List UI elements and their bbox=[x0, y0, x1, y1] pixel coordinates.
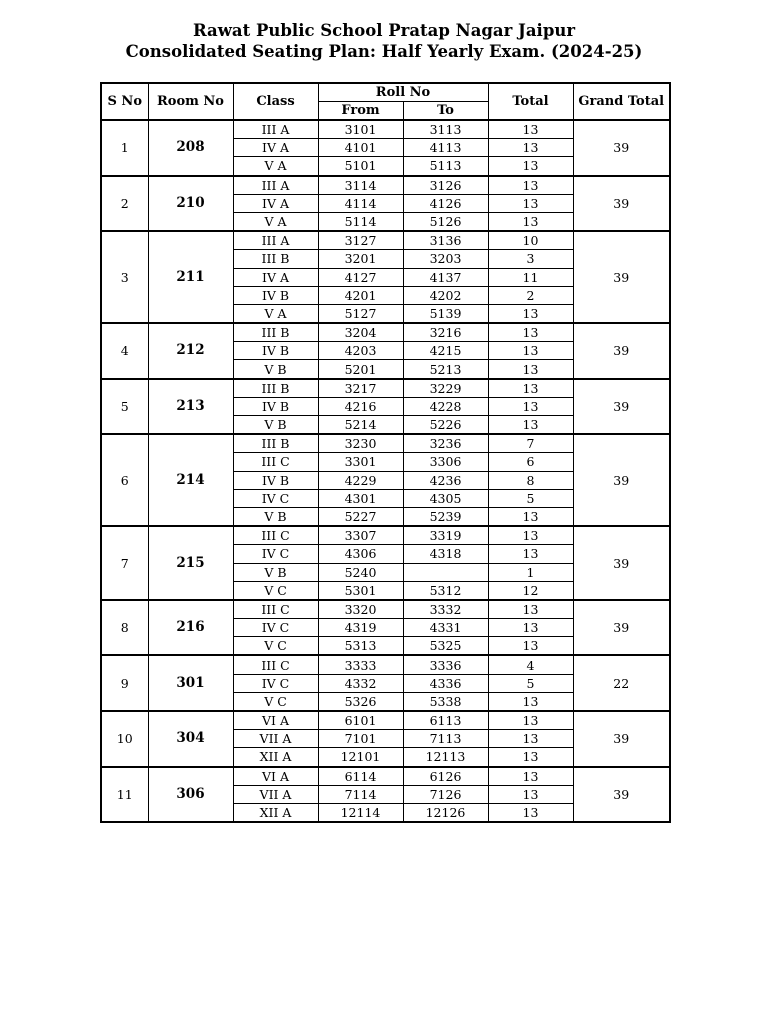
room-group bbox=[101, 711, 670, 767]
room-group bbox=[101, 379, 670, 435]
roll-from-cell: 4114 bbox=[318, 194, 403, 212]
roll-from-cell: 7101 bbox=[318, 730, 403, 748]
class-cell: VI A bbox=[233, 767, 318, 786]
sno-cell: 4 bbox=[101, 323, 148, 379]
roll-to-cell: 5239 bbox=[403, 507, 488, 526]
roll-to-cell: 3229 bbox=[403, 379, 488, 398]
grand-total-cell: 39 bbox=[573, 434, 670, 526]
class-cell: IV B bbox=[233, 342, 318, 360]
roll-from-cell: 5227 bbox=[318, 507, 403, 526]
roll-to-cell: 4228 bbox=[403, 397, 488, 415]
total-cell: 13 bbox=[488, 139, 573, 157]
roll-from-cell: 4332 bbox=[318, 674, 403, 692]
sno-cell: 8 bbox=[101, 600, 148, 656]
roll-from-cell: 5240 bbox=[318, 563, 403, 581]
total-cell: 7 bbox=[488, 434, 573, 453]
total-cell: 13 bbox=[488, 600, 573, 619]
class-cell: IV A bbox=[233, 268, 318, 286]
roll-to-cell: 3126 bbox=[403, 176, 488, 195]
roll-to-cell: 4202 bbox=[403, 286, 488, 304]
roll-to-cell: 5325 bbox=[403, 637, 488, 656]
roll-from-cell: 3201 bbox=[318, 250, 403, 268]
roll-to-cell: 7113 bbox=[403, 730, 488, 748]
school-name: Rawat Public School Pratap Nagar Jaipur bbox=[192, 21, 576, 40]
class-cell: IV C bbox=[233, 489, 318, 507]
roll-from-cell: 12114 bbox=[318, 803, 403, 822]
sno-cell: 5 bbox=[101, 379, 148, 435]
roll-to-cell: 4236 bbox=[403, 471, 488, 489]
col-header-room: Room No bbox=[148, 83, 233, 120]
room-cell: 304 bbox=[148, 711, 233, 767]
roll-from-cell: 5201 bbox=[318, 360, 403, 379]
roll-from-cell: 3101 bbox=[318, 120, 403, 139]
roll-to-cell: 5213 bbox=[403, 360, 488, 379]
total-cell: 13 bbox=[488, 157, 573, 176]
grand-total-cell: 39 bbox=[573, 176, 670, 232]
grand-total-cell: 39 bbox=[573, 323, 670, 379]
class-cell: V C bbox=[233, 581, 318, 600]
class-cell: IV A bbox=[233, 139, 318, 157]
roll-to-cell: 3216 bbox=[403, 323, 488, 342]
total-cell: 13 bbox=[488, 120, 573, 139]
class-cell: VII A bbox=[233, 730, 318, 748]
class-cell: XII A bbox=[233, 748, 318, 767]
roll-from-cell: 3333 bbox=[318, 655, 403, 674]
roll-from-cell: 6114 bbox=[318, 767, 403, 786]
roll-to-cell: 12126 bbox=[403, 803, 488, 822]
roll-to-cell: 5139 bbox=[403, 304, 488, 323]
table-row bbox=[101, 767, 670, 786]
roll-from-cell: 4101 bbox=[318, 139, 403, 157]
col-header-total: Total bbox=[488, 83, 573, 120]
roll-to-cell: 7126 bbox=[403, 785, 488, 803]
roll-from-cell: 4306 bbox=[318, 545, 403, 563]
class-cell: III B bbox=[233, 379, 318, 398]
roll-to-cell: 3332 bbox=[403, 600, 488, 619]
class-cell: V B bbox=[233, 416, 318, 435]
roll-from-cell: 4229 bbox=[318, 471, 403, 489]
total-cell: 13 bbox=[488, 785, 573, 803]
grand-total-cell: 39 bbox=[573, 379, 670, 435]
plan-title: Consolidated Seating Plan: Half Yearly Exam. (2024-25) bbox=[125, 42, 643, 61]
roll-from-cell: 3230 bbox=[318, 434, 403, 453]
col-header-class: Class bbox=[233, 83, 318, 120]
total-cell: 13 bbox=[488, 803, 573, 822]
class-cell: IV A bbox=[233, 194, 318, 212]
col-header-grand-total: Grand Total bbox=[573, 83, 670, 120]
col-header-from: From bbox=[318, 102, 403, 121]
total-cell: 13 bbox=[488, 711, 573, 730]
table-row bbox=[101, 120, 670, 139]
total-cell: 13 bbox=[488, 748, 573, 767]
room-group bbox=[101, 176, 670, 232]
roll-to-cell: 5113 bbox=[403, 157, 488, 176]
table-row bbox=[101, 231, 670, 250]
room-cell: 214 bbox=[148, 434, 233, 526]
roll-from-cell: 3217 bbox=[318, 379, 403, 398]
room-cell: 215 bbox=[148, 526, 233, 600]
roll-from-cell: 4216 bbox=[318, 397, 403, 415]
class-cell: V A bbox=[233, 304, 318, 323]
roll-from-cell: 5127 bbox=[318, 304, 403, 323]
roll-from-cell: 6101 bbox=[318, 711, 403, 730]
class-cell: III C bbox=[233, 655, 318, 674]
roll-from-cell: 3127 bbox=[318, 231, 403, 250]
room-cell: 213 bbox=[148, 379, 233, 435]
class-cell: VI A bbox=[233, 711, 318, 730]
class-cell: III B bbox=[233, 323, 318, 342]
roll-from-cell: 5101 bbox=[318, 157, 403, 176]
class-cell: III B bbox=[233, 434, 318, 453]
table-row bbox=[101, 600, 670, 619]
room-group bbox=[101, 231, 670, 323]
total-cell: 8 bbox=[488, 471, 573, 489]
total-cell: 5 bbox=[488, 674, 573, 692]
total-cell: 13 bbox=[488, 507, 573, 526]
grand-total-cell: 39 bbox=[573, 526, 670, 600]
col-header-roll: Roll No bbox=[318, 83, 488, 102]
total-cell: 10 bbox=[488, 231, 573, 250]
roll-from-cell: 5214 bbox=[318, 416, 403, 435]
col-header-to: To bbox=[403, 102, 488, 121]
roll-to-cell: 12113 bbox=[403, 748, 488, 767]
total-cell: 13 bbox=[488, 360, 573, 379]
class-cell: V A bbox=[233, 212, 318, 231]
roll-to-cell: 4126 bbox=[403, 194, 488, 212]
total-cell: 11 bbox=[488, 268, 573, 286]
roll-to-cell: 5338 bbox=[403, 692, 488, 711]
roll-to-cell: 3136 bbox=[403, 231, 488, 250]
total-cell: 4 bbox=[488, 655, 573, 674]
total-cell: 3 bbox=[488, 250, 573, 268]
total-cell: 13 bbox=[488, 176, 573, 195]
sno-cell: 6 bbox=[101, 434, 148, 526]
roll-to-cell: 3236 bbox=[403, 434, 488, 453]
roll-from-cell: 3114 bbox=[318, 176, 403, 195]
total-cell: 13 bbox=[488, 212, 573, 231]
class-cell: IV C bbox=[233, 545, 318, 563]
roll-to-cell: 4336 bbox=[403, 674, 488, 692]
roll-to-cell: 6126 bbox=[403, 767, 488, 786]
roll-to-cell: 3113 bbox=[403, 120, 488, 139]
class-cell: IV B bbox=[233, 397, 318, 415]
room-group bbox=[101, 526, 670, 600]
total-cell: 13 bbox=[488, 545, 573, 563]
roll-to-cell: 4137 bbox=[403, 268, 488, 286]
roll-from-cell: 7114 bbox=[318, 785, 403, 803]
total-cell: 13 bbox=[488, 637, 573, 656]
room-cell: 301 bbox=[148, 655, 233, 711]
roll-from-cell: 5301 bbox=[318, 581, 403, 600]
table-row bbox=[101, 434, 670, 453]
grand-total-cell: 39 bbox=[573, 711, 670, 767]
grand-total-cell: 39 bbox=[573, 600, 670, 656]
sno-cell: 10 bbox=[101, 711, 148, 767]
room-cell: 212 bbox=[148, 323, 233, 379]
total-cell: 13 bbox=[488, 692, 573, 711]
table-row bbox=[101, 526, 670, 545]
table-row bbox=[101, 711, 670, 730]
class-cell: V C bbox=[233, 692, 318, 711]
sno-cell: 9 bbox=[101, 655, 148, 711]
roll-to-cell: 3306 bbox=[403, 453, 488, 471]
roll-to-cell: 4113 bbox=[403, 139, 488, 157]
room-group bbox=[101, 655, 670, 711]
roll-from-cell: 3307 bbox=[318, 526, 403, 545]
class-cell: V C bbox=[233, 637, 318, 656]
total-cell: 6 bbox=[488, 453, 573, 471]
class-cell: IV C bbox=[233, 674, 318, 692]
table-row bbox=[101, 323, 670, 342]
roll-to-cell: 4331 bbox=[403, 619, 488, 637]
class-cell: IV C bbox=[233, 619, 318, 637]
class-cell: III A bbox=[233, 176, 318, 195]
roll-to-cell: 3336 bbox=[403, 655, 488, 674]
roll-from-cell: 5114 bbox=[318, 212, 403, 231]
total-cell: 13 bbox=[488, 730, 573, 748]
grand-total-cell: 39 bbox=[573, 767, 670, 823]
class-cell: V B bbox=[233, 563, 318, 581]
class-cell: V B bbox=[233, 360, 318, 379]
total-cell: 13 bbox=[488, 342, 573, 360]
grand-total-cell: 39 bbox=[573, 231, 670, 323]
room-cell: 210 bbox=[148, 176, 233, 232]
total-cell: 13 bbox=[488, 379, 573, 398]
roll-from-cell: 3320 bbox=[318, 600, 403, 619]
room-group bbox=[101, 767, 670, 823]
total-cell: 13 bbox=[488, 526, 573, 545]
col-header-sno: S No bbox=[101, 83, 148, 120]
class-cell: III C bbox=[233, 453, 318, 471]
roll-to-cell: 6113 bbox=[403, 711, 488, 730]
roll-from-cell: 4301 bbox=[318, 489, 403, 507]
table-row bbox=[101, 655, 670, 674]
roll-from-cell: 5313 bbox=[318, 637, 403, 656]
class-cell: IV B bbox=[233, 471, 318, 489]
total-cell: 13 bbox=[488, 619, 573, 637]
total-cell: 2 bbox=[488, 286, 573, 304]
class-cell: VII A bbox=[233, 785, 318, 803]
roll-from-cell: 12101 bbox=[318, 748, 403, 767]
roll-to-cell: 3203 bbox=[403, 250, 488, 268]
roll-from-cell: 4319 bbox=[318, 619, 403, 637]
class-cell: V A bbox=[233, 157, 318, 176]
roll-to-cell: 5226 bbox=[403, 416, 488, 435]
roll-from-cell: 5326 bbox=[318, 692, 403, 711]
total-cell: 1 bbox=[488, 563, 573, 581]
room-group bbox=[101, 434, 670, 526]
total-cell: 13 bbox=[488, 767, 573, 786]
roll-to-cell: 5126 bbox=[403, 212, 488, 231]
seating-plan-table bbox=[100, 82, 671, 823]
class-cell: V B bbox=[233, 507, 318, 526]
table-row bbox=[101, 176, 670, 195]
roll-to-cell: 4305 bbox=[403, 489, 488, 507]
roll-from-cell: 3204 bbox=[318, 323, 403, 342]
room-cell: 208 bbox=[148, 120, 233, 176]
table-header bbox=[101, 83, 670, 120]
class-cell: III A bbox=[233, 231, 318, 250]
class-cell: III C bbox=[233, 526, 318, 545]
grand-total-cell: 39 bbox=[573, 120, 670, 176]
room-cell: 216 bbox=[148, 600, 233, 656]
sno-cell: 7 bbox=[101, 526, 148, 600]
table-row bbox=[101, 379, 670, 398]
roll-from-cell: 4127 bbox=[318, 268, 403, 286]
class-cell: III C bbox=[233, 600, 318, 619]
total-cell: 13 bbox=[488, 323, 573, 342]
room-group bbox=[101, 120, 670, 176]
room-cell: 306 bbox=[148, 767, 233, 823]
sno-cell: 11 bbox=[101, 767, 148, 823]
total-cell: 13 bbox=[488, 397, 573, 415]
class-cell: III B bbox=[233, 250, 318, 268]
class-cell: XII A bbox=[233, 803, 318, 822]
roll-from-cell: 3301 bbox=[318, 453, 403, 471]
class-cell: III A bbox=[233, 120, 318, 139]
room-group bbox=[101, 323, 670, 379]
document-title bbox=[0, 20, 768, 62]
room-cell: 211 bbox=[148, 231, 233, 323]
total-cell: 13 bbox=[488, 194, 573, 212]
roll-to-cell bbox=[403, 563, 488, 581]
room-group bbox=[101, 600, 670, 656]
roll-to-cell: 4318 bbox=[403, 545, 488, 563]
roll-to-cell: 5312 bbox=[403, 581, 488, 600]
roll-to-cell: 3319 bbox=[403, 526, 488, 545]
sno-cell: 1 bbox=[101, 120, 148, 176]
sno-cell: 2 bbox=[101, 176, 148, 232]
sno-cell: 3 bbox=[101, 231, 148, 323]
total-cell: 13 bbox=[488, 304, 573, 323]
roll-from-cell: 4201 bbox=[318, 286, 403, 304]
grand-total-cell: 22 bbox=[573, 655, 670, 711]
roll-from-cell: 4203 bbox=[318, 342, 403, 360]
total-cell: 13 bbox=[488, 416, 573, 435]
roll-to-cell: 4215 bbox=[403, 342, 488, 360]
total-cell: 5 bbox=[488, 489, 573, 507]
total-cell: 12 bbox=[488, 581, 573, 600]
class-cell: IV B bbox=[233, 286, 318, 304]
